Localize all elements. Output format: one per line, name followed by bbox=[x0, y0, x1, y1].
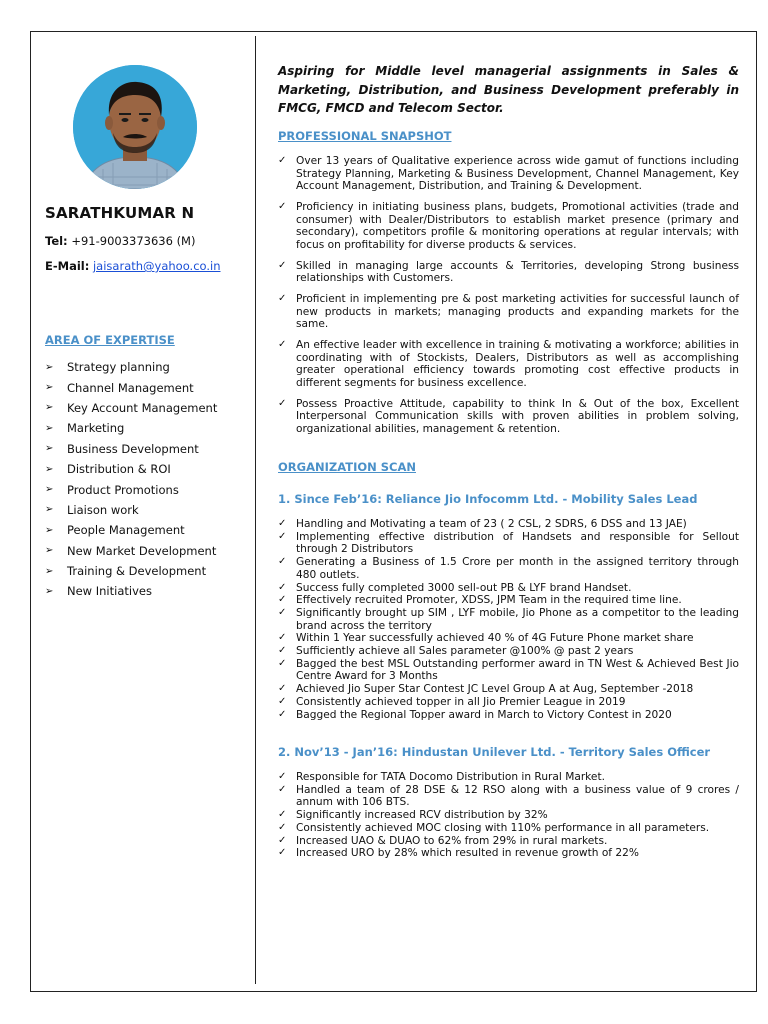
main-content bbox=[278, 62, 739, 860]
achievement-item: ✓ Increased UAO & DUAO to 62% from 29% in rural markets. bbox=[278, 834, 608, 847]
job-achievements-2 bbox=[278, 771, 739, 860]
arrow-bullet-icon: ➢ bbox=[45, 422, 54, 434]
check-icon: ✓ bbox=[278, 556, 287, 568]
check-icon: ✓ bbox=[278, 606, 287, 618]
expertise-item: ➢ Marketing bbox=[45, 421, 125, 436]
achievement-item: ✓ Consistently achieved topper in all Jio Premier League in 2019 bbox=[278, 695, 626, 708]
achievement-item: ✓ Significantly increased RCV distribution by 32% bbox=[278, 809, 548, 822]
phone-line bbox=[45, 234, 195, 248]
check-icon: ✓ bbox=[278, 293, 287, 304]
check-icon: ✓ bbox=[278, 259, 287, 271]
expertise-item: ➢ People Management bbox=[45, 523, 185, 538]
arrow-bullet-icon: ➢ bbox=[45, 382, 54, 394]
achievement-item: ✓ Significantly brought up SIM , LYF mobile, Jio Phone as a competitor to the leading brand across the territory bbox=[278, 606, 739, 632]
check-icon: ✓ bbox=[278, 695, 287, 707]
achievement-item: ✓ Effectively recruited Promoter, XDSS, JPM Team in the required time line. bbox=[278, 594, 682, 607]
snapshot-item: ✓ Over 13 years of Qualitative experience across wide gamut of functions including Strategy Planning, Marketing & Business Development, Channel Management, Key Account Management, Distribution, and Training & Development. bbox=[278, 155, 739, 192]
arrow-bullet-icon: ➢ bbox=[45, 361, 54, 373]
arrow-bullet-icon: ➢ bbox=[45, 545, 54, 557]
achievement-item: ✓ Sufficiently achieve all Sales parameter @100% @ past 2 years bbox=[278, 645, 634, 658]
expertise-item: ➢ New Market Development bbox=[45, 543, 217, 558]
check-icon: ✓ bbox=[278, 632, 287, 644]
expertise-item: ➢ Training & Development bbox=[45, 564, 207, 579]
achievement-item: ✓ Responsible for TATA Docomo Distribution in Rural Market. bbox=[278, 771, 605, 783]
check-icon: ✓ bbox=[278, 834, 287, 846]
column-divider bbox=[255, 36, 256, 984]
email-line bbox=[45, 259, 221, 273]
check-icon: ✓ bbox=[278, 809, 287, 821]
check-icon: ✓ bbox=[278, 201, 287, 212]
check-icon: ✓ bbox=[278, 683, 287, 695]
check-icon: ✓ bbox=[278, 708, 287, 720]
arrow-bullet-icon: ➢ bbox=[45, 443, 54, 455]
email-label: E-Mail: bbox=[45, 259, 90, 273]
check-icon: ✓ bbox=[278, 771, 287, 782]
expertise-item: ➢ Product Promotions bbox=[45, 482, 179, 497]
expertise-list bbox=[45, 357, 217, 602]
phone-label: Tel: bbox=[45, 234, 68, 248]
job-heading-2: 2. Nov’13 - Jan’16: Hindustan Unilever Ltd. - Territory Sales Officer bbox=[278, 745, 711, 759]
achievement-item: ✓ Handling and Motivating a team of 23 ( 2 CSL, 2 SDRS, 6 DSS and 13 JAE) bbox=[278, 518, 687, 530]
check-icon: ✓ bbox=[278, 155, 287, 166]
achievement-item: ✓ Handled a team of 28 DSE & 12 RSO along with a business value of 9 crores / annum with 106 BTS. bbox=[278, 783, 739, 809]
check-icon: ✓ bbox=[278, 847, 287, 859]
expertise-item: ➢ Distribution & ROI bbox=[45, 462, 171, 477]
achievement-item: ✓ Achieved Jio Super Star Contest JC Level Group A at Aug, September -2018 bbox=[278, 683, 694, 696]
expertise-item: ➢ Business Development bbox=[45, 441, 199, 456]
expertise-heading: AREA OF EXPERTISE bbox=[45, 333, 175, 347]
check-icon: ✓ bbox=[278, 397, 287, 409]
check-icon: ✓ bbox=[278, 518, 287, 529]
expertise-item: ➢ New Initiatives bbox=[45, 584, 152, 599]
check-icon: ✓ bbox=[278, 657, 287, 669]
job-heading-1: 1. Since Feb’16: Reliance Jio Infocomm Ltd. - Mobility Sales Lead bbox=[278, 492, 698, 506]
check-icon: ✓ bbox=[278, 821, 287, 833]
snapshot-item: ✓ Proficient in implementing pre & post marketing activities for successful launch of new products in markets; managing products and expanding markets for the same. bbox=[278, 293, 739, 330]
job-achievements-1 bbox=[278, 518, 739, 721]
check-icon: ✓ bbox=[278, 339, 287, 350]
arrow-bullet-icon: ➢ bbox=[45, 524, 54, 536]
snapshot-item: ✓ Skilled in managing large accounts & Territories, developing Strong business relationships with Customers. bbox=[278, 259, 739, 284]
achievement-item: ✓ Implementing effective distribution of Handsets and responsible for Sellout through 2 Distributors bbox=[278, 530, 739, 556]
achievement-item: ✓ Increased URO by 28% which resulted in revenue growth of 22% bbox=[278, 847, 639, 860]
achievement-item: ✓ Consistently achieved MOC closing with 110% performance in all parameters. bbox=[278, 821, 710, 834]
phone-value: +91-9003373636 (M) bbox=[71, 234, 196, 248]
expertise-item: ➢ Channel Management bbox=[45, 380, 194, 395]
snapshot-item: ✓ Proficiency in initiating business plans, budgets, Promotional activities (trade and consumer) with Dealer/Distributors to establish market presence (primary and secondary), competitors profile & monitoring operations at regular intervals; with focus on profitability for diverse products & services. bbox=[278, 201, 739, 251]
snapshot-heading: PROFESSIONAL SNAPSHOT bbox=[278, 129, 452, 143]
snapshot-list bbox=[278, 155, 739, 444]
snapshot-item: ✓ An effective leader with excellence in training & motivating a workforce; abilities in coordinating with of Stockists, Dealers, Distributors as well as accomplishing greater operational efficiency towards promoting cost effective products in different segments for business excellence. bbox=[278, 339, 739, 389]
check-icon: ✓ bbox=[278, 581, 287, 593]
check-icon: ✓ bbox=[278, 783, 287, 795]
arrow-bullet-icon: ➢ bbox=[45, 585, 54, 597]
check-icon: ✓ bbox=[278, 645, 287, 657]
candidate-name: SARATHKUMAR N bbox=[45, 204, 195, 222]
email-link[interactable]: jaisarath@yahoo.co.in bbox=[92, 259, 221, 273]
achievement-item: ✓ Within 1 Year successfully achieved 40 % of 4G Future Phone market share bbox=[278, 632, 694, 645]
organization-heading: ORGANIZATION SCAN bbox=[278, 460, 416, 474]
achievement-item: ✓ Generating a Business of 1.5 Crore per month in the assigned territory through 480 outlets. bbox=[278, 556, 739, 581]
achievement-item: ✓ Bagged the best MSL Outstanding performer award in TN West & Achieved Best Jio Centre Award for 3 Months bbox=[278, 657, 739, 683]
snapshot-item: ✓ Possess Proactive Attitude, capability to think In & Out of the box, Excellent Interpersonal Communication skills with proven abilities in problem solving, organizational abilities, management & retention. bbox=[278, 397, 739, 435]
profile-photo bbox=[73, 65, 197, 189]
expertise-item: ➢ Liaison work bbox=[45, 502, 139, 517]
arrow-bullet-icon: ➢ bbox=[45, 504, 54, 516]
arrow-bullet-icon: ➢ bbox=[45, 484, 54, 496]
arrow-bullet-icon: ➢ bbox=[45, 402, 54, 414]
achievement-item: ✓ Bagged the Regional Topper award in March to Victory Contest in 2020 bbox=[278, 708, 672, 721]
arrow-bullet-icon: ➢ bbox=[45, 463, 54, 475]
career-objective: Aspiring for Middle level managerial assignments in Sales & Marketing, Distribution, and Business Development preferably in FMCG, FMCD and Telecom Sector. bbox=[278, 64, 739, 115]
arrow-bullet-icon: ➢ bbox=[45, 565, 54, 577]
check-icon: ✓ bbox=[278, 594, 287, 606]
expertise-item: ➢ Key Account Management bbox=[45, 400, 218, 415]
expertise-item: ➢ Strategy planning bbox=[45, 360, 170, 375]
check-icon: ✓ bbox=[278, 530, 287, 542]
achievement-item: ✓ Success fully completed 3000 sell-out PB & LYF brand Handset. bbox=[278, 581, 632, 594]
